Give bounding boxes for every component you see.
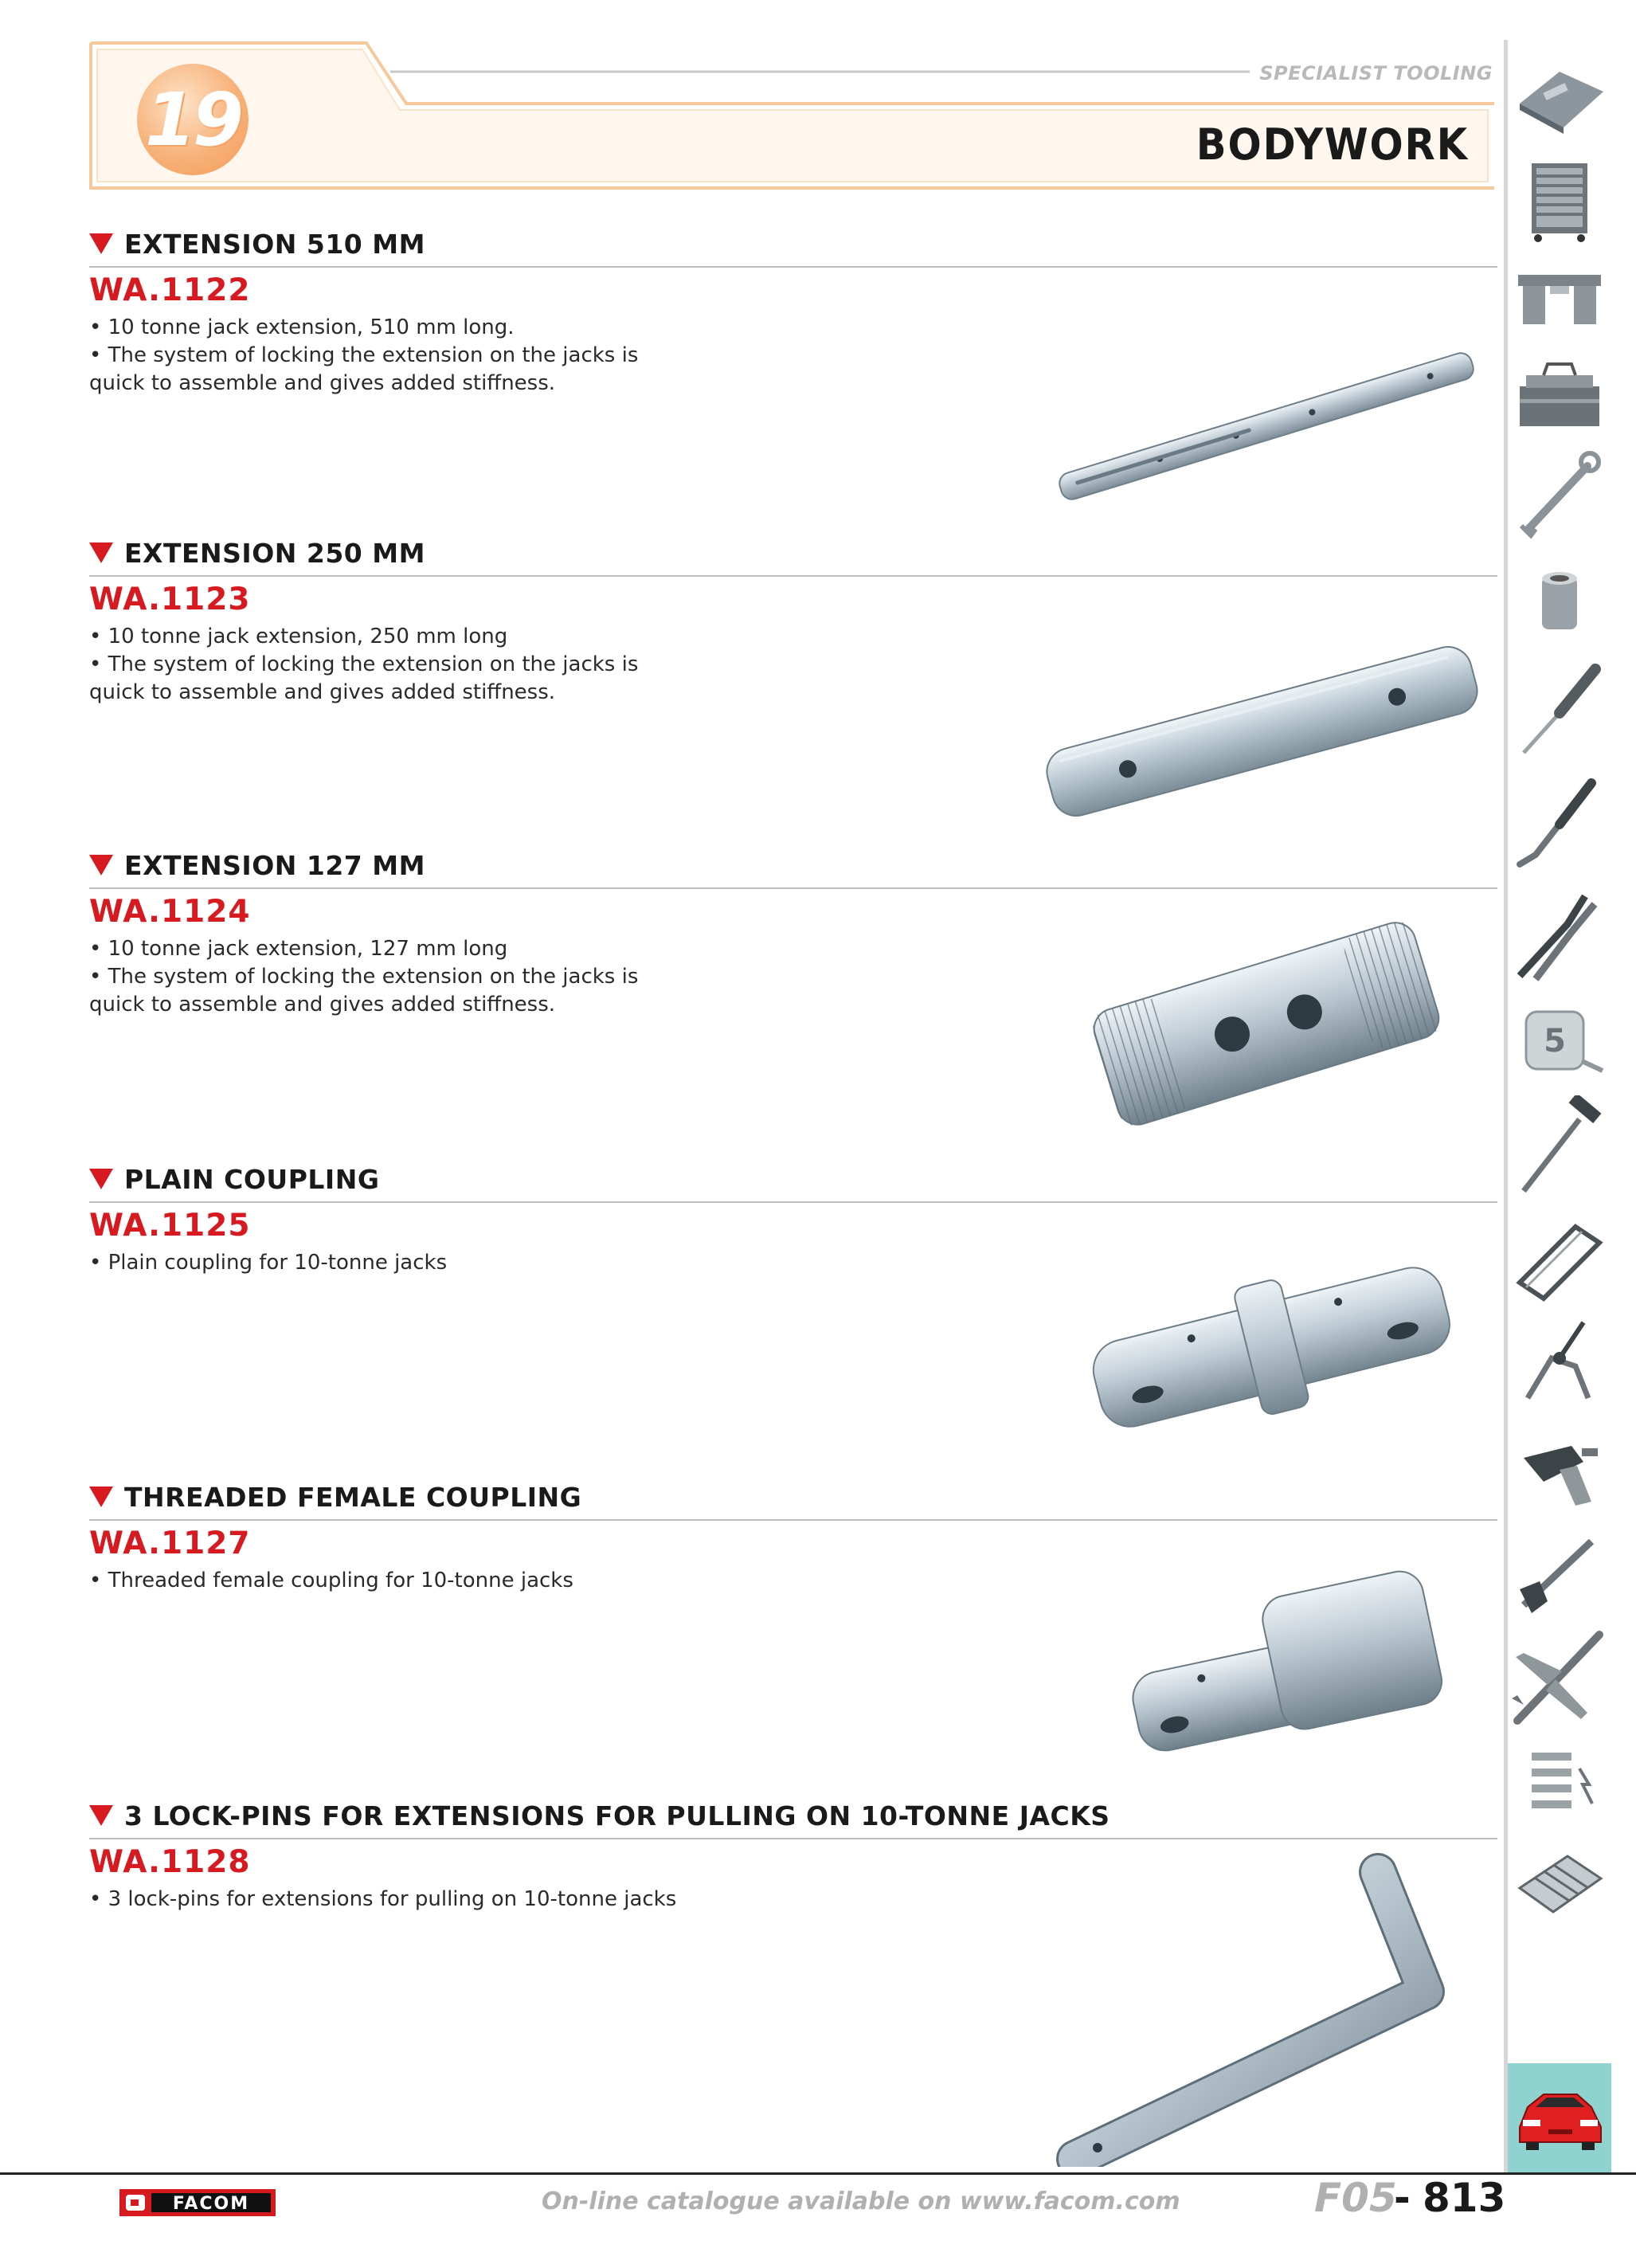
- hex-key-icon[interactable]: [1508, 773, 1611, 868]
- tool-case-icon[interactable]: [1508, 48, 1611, 143]
- red-triangle-icon: [89, 1805, 113, 1826]
- pliers-icon[interactable]: [1508, 884, 1611, 980]
- product-description: • 10 tonne jack extension, 127 mm long • The system of locking the extension on the jacks is quick to assemble and gives added stiffness.: [89, 937, 639, 1016]
- page-header: [88, 40, 1497, 191]
- product-description: • Plain coupling for 10-tonne jacks: [89, 1251, 448, 1275]
- divider: [89, 887, 1497, 889]
- product-description: • 3 lock-pins for extensions for pulling on 10-tonne jacks: [89, 1887, 677, 1911]
- product-title: THREADED FEMALE COUPLING: [89, 1479, 1497, 1514]
- hacksaw-icon[interactable]: [1508, 1211, 1611, 1306]
- electrical-tools-icon[interactable]: [1508, 1737, 1611, 1832]
- page-separator: -: [1394, 2175, 1411, 2221]
- aircraft-icon[interactable]: [1508, 1629, 1611, 1725]
- product-ref[interactable]: WA.1124: [89, 894, 251, 930]
- tape-measure-icon[interactable]: [1508, 996, 1611, 1091]
- workbench-icon[interactable]: [1508, 251, 1611, 347]
- red-triangle-icon: [89, 855, 113, 875]
- product-description: • 10 tonne jack extension, 250 mm long • The system of locking the extension on the jacks is quick to assemble and gives added stiffness.: [89, 625, 639, 704]
- category-label: SPECIALIST TOOLING: [1250, 62, 1493, 84]
- product-ref[interactable]: WA.1123: [89, 582, 251, 617]
- facom-logo: [119, 2189, 276, 2216]
- long-tube-extension-image: [1035, 319, 1497, 534]
- car-bodywork-icon[interactable]: [1508, 2063, 1611, 2175]
- svg-text:5: 5: [1544, 1023, 1566, 1060]
- plain-coupling-image: [1075, 1219, 1474, 1466]
- category-sidebar: [1508, 48, 1611, 2183]
- short-threaded-extension-image: [1075, 892, 1458, 1155]
- product-title: 3 LOCK-PINS FOR EXTENSIONS FOR PULLING ON 10-TONNE JACKS: [89, 1798, 1497, 1833]
- roller-cabinet-icon[interactable]: [1508, 153, 1611, 249]
- page-number: 813: [1423, 2175, 1506, 2221]
- product-ref[interactable]: WA.1125: [89, 1208, 251, 1244]
- page-reference: F05: [1314, 2175, 1397, 2221]
- red-triangle-icon: [89, 543, 113, 563]
- socket-icon[interactable]: [1508, 558, 1611, 653]
- divider: [89, 575, 1497, 577]
- product-title: EXTENSION 250 MM: [89, 535, 1497, 570]
- divider: [89, 1201, 1497, 1203]
- red-triangle-icon: [89, 1487, 113, 1507]
- l-shaped-lock-pin-image: [1004, 1848, 1474, 2167]
- product-description: • Threaded female coupling for 10-tonne jacks: [89, 1569, 573, 1592]
- svg-text:FACOM: FACOM: [172, 2194, 250, 2214]
- pipe-wrench-icon[interactable]: [1508, 1526, 1611, 1621]
- product-ref[interactable]: WA.1127: [89, 1526, 251, 1561]
- red-triangle-icon: [89, 233, 113, 254]
- impact-wrench-icon[interactable]: [1508, 1422, 1611, 1518]
- electronics-chip-icon[interactable]: [1508, 1836, 1611, 1932]
- chapter-badge: [137, 64, 249, 175]
- product-title: EXTENSION 510 MM: [89, 226, 1497, 261]
- wrench-icon[interactable]: [1508, 446, 1611, 542]
- product-title: EXTENSION 127 MM: [89, 848, 1497, 883]
- divider: [89, 1519, 1497, 1521]
- chapter-number: 19: [144, 76, 241, 163]
- screwdriver-icon[interactable]: [1508, 661, 1611, 757]
- product-ref[interactable]: WA.1128: [89, 1844, 251, 1880]
- divider: [89, 1838, 1497, 1839]
- toolbox-icon[interactable]: [1508, 347, 1611, 442]
- online-catalogue-note: On-line catalogue available on www.facom.com: [542, 2188, 1180, 2215]
- puller-icon[interactable]: [1508, 1314, 1611, 1410]
- section-title: BODYWORK: [1196, 119, 1469, 170]
- red-triangle-icon: [89, 1169, 113, 1189]
- product-ref[interactable]: WA.1122: [89, 272, 251, 308]
- hammer-icon[interactable]: [1508, 1099, 1611, 1195]
- divider: [89, 266, 1497, 268]
- product-title: PLAIN COUPLING: [89, 1161, 1497, 1197]
- medium-tube-extension-image: [1027, 613, 1497, 852]
- threaded-female-coupling-image: [1111, 1549, 1454, 1765]
- product-description: • 10 tonne jack extension, 510 mm long. • The system of locking the extension on the jacks is quick to assemble and gives added stiffness.: [89, 315, 639, 395]
